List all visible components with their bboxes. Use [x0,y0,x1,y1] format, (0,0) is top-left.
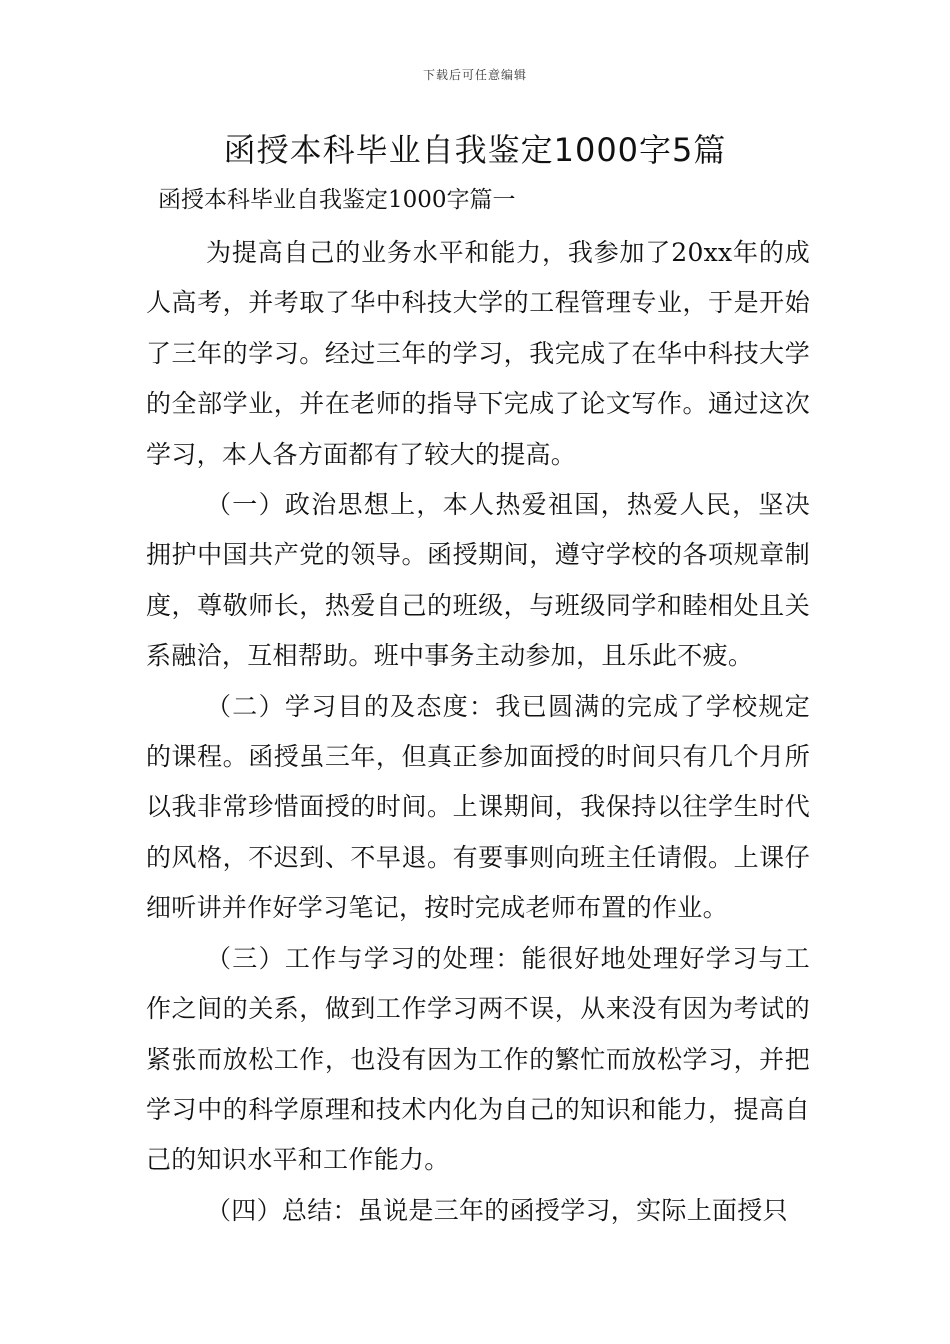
paragraph-summary: （四）总结：虽说是三年的函授学习，实际上面授只 [206,1195,788,1225]
paragraph-politics: （一）政治思想上，本人热爱祖国，热爱人民，坚决拥护中国共产党的领导。函授期间，遵守学校的各项规章制度，尊敬师长，热爱自己的班级，与班级同学和睦相处且关系融洽，互相帮助。班中事务主动参加，且乐此不疲。 [146,490,810,671]
document-title: 函授本科毕业自我鉴定1000字5篇 [223,131,727,169]
header-note: 下载后可任意编辑 [422,68,527,82]
paragraph-work-study: （三）工作与学习的处理：能很好地处理好学习与工作之间的关系，做到工作学习两不误，从来没有因为考试的紧张而放松工作，也没有因为工作的繁忙而放松学习，并把学习中的科学原理和技术内化为自己的知识和能力，提高自己的知识水平和工作能力。 [146,943,810,1175]
paragraph-intro: 为提高自己的业务水平和能力，我参加了20xx年的成人高考，并考取了华中科技大学的工程管理专业，于是开始了三年的学习。经过三年的学习，我完成了在华中科技大学的全部学业，并在老师的指导下完成了论文写作。通过这次学习，本人各方面都有了较大的提高。 [146,238,810,469]
document-body [146,228,810,1236]
section-subtitle: 函授本科毕业自我鉴定1000字篇一 [158,187,516,213]
paragraph-study: （二）学习目的及态度：我已圆满的完成了学校规定的课程。函授虽三年，但真正参加面授的时间只有几个月所以我非常珍惜面授的时间。上课期间，我保持以往学生时代的风格，不迟到、不早退。有要事则向班主任请假。上课仔细听讲并作好学习笔记，按时完成老师布置的作业。 [146,691,810,923]
